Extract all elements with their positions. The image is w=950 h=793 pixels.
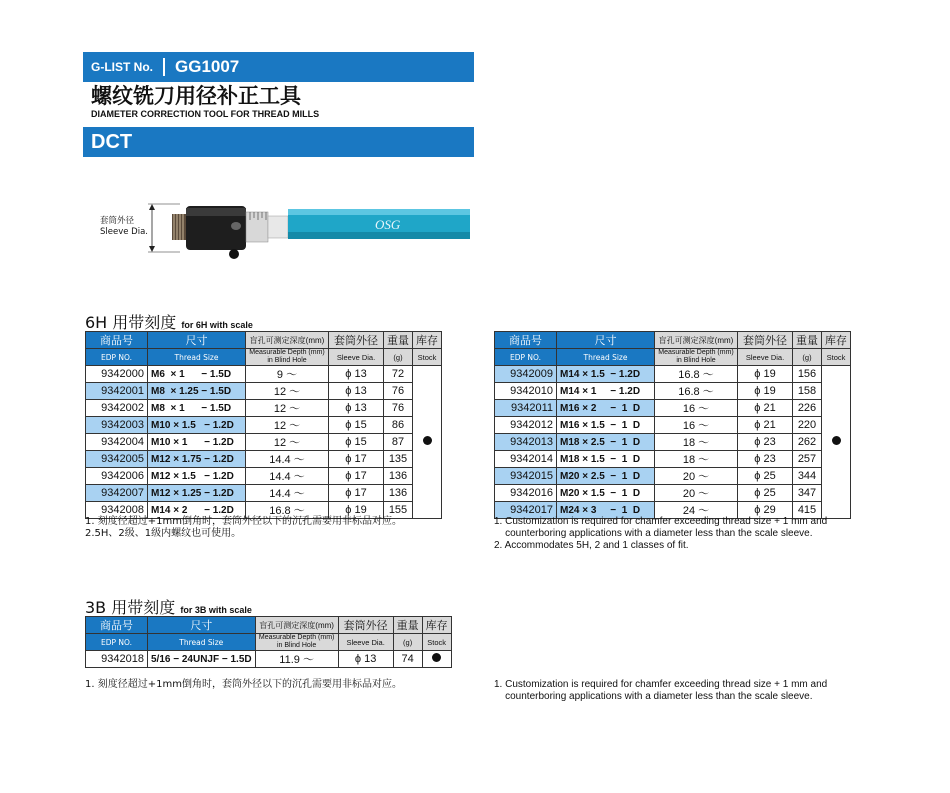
sleeve-dia-cell: ϕ 13 <box>329 383 384 400</box>
col-wt-jp: 重量 <box>793 332 822 349</box>
col-stock-jp: 库存 <box>422 617 451 634</box>
depth-cell: 11.9 ～ <box>255 651 338 668</box>
weight-cell: 344 <box>793 468 822 485</box>
table-row <box>495 417 851 434</box>
edp-cell: 9342009 <box>495 366 557 383</box>
edp-cell: 9342005 <box>86 451 148 468</box>
note-3b-jp-1: 1. 刻度径超过+1mm倒角时，套筒外径以下的沉孔需要用非标品对应。 <box>85 679 402 690</box>
sleeve-label-jp: 套筒外径 <box>100 216 135 226</box>
table-6h-right <box>494 331 851 519</box>
stock-cell <box>422 651 451 668</box>
edp-cell: 9342017 <box>495 502 557 519</box>
weight-cell: 76 <box>384 400 413 417</box>
depth-cell: 12 ～ <box>246 400 329 417</box>
depth-cell: 16.8 ～ <box>655 383 738 400</box>
table-row <box>86 383 442 400</box>
weight-cell: 135 <box>384 451 413 468</box>
product-code: DCT <box>83 127 474 157</box>
weight-cell: 347 <box>793 485 822 502</box>
depth-cell: 18 ～ <box>655 451 738 468</box>
col-size-en: Thread Size <box>148 349 246 366</box>
thread-size-cell: 5/16 − 24UNJF − 1.5D <box>148 651 256 668</box>
edp-cell: 9342000 <box>86 366 148 383</box>
weight-cell: 136 <box>384 468 413 485</box>
tool-logo: OSG <box>375 217 401 232</box>
weight-cell: 226 <box>793 400 822 417</box>
thread-size-cell: M12 × 1.5 − 1.2D <box>148 468 246 485</box>
weight-cell: 220 <box>793 417 822 434</box>
depth-cell: 12 ～ <box>246 434 329 451</box>
thread-size-cell: M24 × 3 − 1 D <box>557 502 655 519</box>
col-stock-en: Stock <box>422 634 451 651</box>
edp-cell: 9342008 <box>86 502 148 519</box>
notes-6h-en <box>494 516 827 552</box>
col-wt-jp: 重量 <box>384 332 413 349</box>
header-title-area <box>83 82 474 127</box>
section-6h-title-jp: 6H 用带刻度 <box>85 313 177 332</box>
col-stock-jp: 库存 <box>413 332 442 349</box>
sleeve-dia-cell: ϕ 17 <box>329 485 384 502</box>
col-edp-jp: 商品号 <box>495 332 557 349</box>
col-depth-en: Measurable Depth (mm) in Blind Hole <box>249 349 325 364</box>
weight-cell: 156 <box>793 366 822 383</box>
col-size-jp: 尺寸 <box>148 617 256 634</box>
note-6h-en-1: 1. Customization is required for chamfer exceeding thread size + 1 mm and <box>494 516 828 527</box>
sleeve-dia-cell: ϕ 13 <box>329 366 384 383</box>
col-depth-en: Measurable Depth (mm) in Blind Hole <box>258 634 335 649</box>
edp-cell: 9342013 <box>495 434 557 451</box>
table-row <box>495 383 851 400</box>
header-separator <box>163 58 165 76</box>
weight-cell: 76 <box>384 383 413 400</box>
col-depth-jp: 盲孔可测定深度(mm) <box>255 617 338 634</box>
stock-cell <box>413 366 442 519</box>
edp-cell: 9342003 <box>86 417 148 434</box>
table-row <box>495 400 851 417</box>
col-depth-en: Measurable Depth (mm) in Blind Hole <box>658 349 734 364</box>
thread-size-cell: M10 × 1.5 − 1.2D <box>148 417 246 434</box>
depth-cell: 9 ～ <box>246 366 329 383</box>
depth-cell: 14.4 ～ <box>246 485 329 502</box>
header-block <box>83 52 474 157</box>
edp-cell: 9342011 <box>495 400 557 417</box>
edp-cell: 9342007 <box>86 485 148 502</box>
table-row <box>86 434 442 451</box>
sleeve-dia-cell: ϕ 21 <box>738 400 793 417</box>
in-stock-dot-icon <box>832 436 841 445</box>
col-edp-jp: 商品号 <box>86 617 148 634</box>
table-3b <box>85 616 452 668</box>
stock-cell <box>822 366 851 519</box>
table-row <box>495 485 851 502</box>
edp-cell: 9342018 <box>86 651 148 668</box>
col-wt-en: (g) <box>384 349 413 366</box>
table-row <box>495 366 851 383</box>
col-wt-en: (g) <box>793 349 822 366</box>
sleeve-dia-cell: ϕ 19 <box>329 502 384 519</box>
thread-size-cell: M6 × 1 − 1.5D <box>148 366 246 383</box>
thread-size-cell: M18 × 2.5 − 1 D <box>557 434 655 451</box>
thread-size-cell: M14 × 1.5 − 1.2D <box>557 366 655 383</box>
table-row <box>86 485 442 502</box>
sleeve-dia-cell: ϕ 29 <box>738 502 793 519</box>
col-size-en: Thread Size <box>557 349 655 366</box>
depth-cell: 16.8 ～ <box>246 502 329 519</box>
table-row <box>495 468 851 485</box>
weight-cell: 86 <box>384 417 413 434</box>
thread-size-cell: M18 × 1.5 − 1 D <box>557 451 655 468</box>
col-edp-jp: 商品号 <box>86 332 148 349</box>
weight-cell: 74 <box>393 651 422 668</box>
edp-cell: 9342002 <box>86 400 148 417</box>
note-6h-en-3: 2. Accommodates 5H, 2 and 1 classes of fit. <box>494 540 689 551</box>
edp-cell: 9342004 <box>86 434 148 451</box>
section-6h-subtitle: for 6H with scale <box>181 320 253 330</box>
col-dia-jp: 套筒外径 <box>738 332 793 349</box>
thread-size-cell: M16 × 2 − 1 D <box>557 400 655 417</box>
edp-cell: 9342012 <box>495 417 557 434</box>
thread-size-cell: M12 × 1.25 − 1.2D <box>148 485 246 502</box>
edp-cell: 9342014 <box>495 451 557 468</box>
in-stock-dot-icon <box>432 653 441 662</box>
sleeve-dia-cell: ϕ 13 <box>329 400 384 417</box>
table-row <box>86 451 442 468</box>
note-3b-en-1: 1. Customization is required for chamfer exceeding thread size + 1 mm and <box>494 679 828 690</box>
thread-size-cell: M14 × 1 − 1.2D <box>557 383 655 400</box>
col-wt-en: (g) <box>393 634 422 651</box>
thread-size-cell: M14 × 2 − 1.2D <box>148 502 246 519</box>
col-stock-en: Stock <box>413 349 442 366</box>
depth-cell: 14.4 ～ <box>246 451 329 468</box>
thread-size-cell: M20 × 2.5 − 1 D <box>557 468 655 485</box>
weight-cell: 136 <box>384 485 413 502</box>
col-dia-en: Sleeve Dia. <box>738 349 793 366</box>
title-en: DIAMETER CORRECTION TOOL FOR THREAD MILLS <box>91 109 320 119</box>
table-row <box>86 651 452 668</box>
sleeve-dia-cell: ϕ 23 <box>738 434 793 451</box>
table-6h-left <box>85 331 442 519</box>
table-row <box>495 451 851 468</box>
depth-cell: 14.4 ～ <box>246 468 329 485</box>
edp-cell: 9342015 <box>495 468 557 485</box>
glist-number: GG1007 <box>175 57 240 76</box>
edp-cell: 9342001 <box>86 383 148 400</box>
sleeve-dia-cell: ϕ 23 <box>738 451 793 468</box>
depth-cell: 16 ～ <box>655 417 738 434</box>
depth-cell: 16 ～ <box>655 400 738 417</box>
col-wt-jp: 重量 <box>393 617 422 634</box>
notes-3b-en <box>494 679 827 703</box>
weight-cell: 87 <box>384 434 413 451</box>
col-dia-jp: 套筒外径 <box>338 617 393 634</box>
weight-cell: 158 <box>793 383 822 400</box>
sleeve-label-en: Sleeve Dia. <box>100 227 148 237</box>
sleeve-dia-cell: ϕ 25 <box>738 485 793 502</box>
depth-cell: 20 ～ <box>655 485 738 502</box>
tool-illustration <box>100 198 490 268</box>
col-edp-en: EDP NO. <box>86 349 148 366</box>
depth-cell: 20 ～ <box>655 468 738 485</box>
depth-cell: 24 ～ <box>655 502 738 519</box>
table-row <box>86 400 442 417</box>
col-depth-jp: 盲孔可测定深度(mm) <box>655 332 738 349</box>
weight-cell: 155 <box>384 502 413 519</box>
col-stock-jp: 库存 <box>822 332 851 349</box>
depth-cell: 12 ～ <box>246 383 329 400</box>
thread-size-cell: M10 × 1 − 1.2D <box>148 434 246 451</box>
title-jp: 螺纹铣刀用径补正工具 <box>91 84 301 108</box>
col-edp-en: EDP NO. <box>86 634 148 651</box>
sleeve-dia-cell: ϕ 13 <box>338 651 393 668</box>
col-size-jp: 尺寸 <box>148 332 246 349</box>
thread-size-cell: M20 × 1.5 − 1 D <box>557 485 655 502</box>
col-stock-en: Stock <box>822 349 851 366</box>
depth-cell: 18 ～ <box>655 434 738 451</box>
section-3b-title-jp: 3B 用带刻度 <box>85 598 176 617</box>
sleeve-dia-cell: ϕ 17 <box>329 451 384 468</box>
note-6h-jp-1: 1. 刻度径超过+1mm倒角时，套筒外径以下的沉孔需要用非标品对应。 <box>85 516 402 527</box>
depth-cell: 16.8 ～ <box>655 366 738 383</box>
thread-size-cell: M8 × 1.25 − 1.5D <box>148 383 246 400</box>
col-dia-en: Sleeve Dia. <box>329 349 384 366</box>
notes-3b-jp <box>85 679 402 691</box>
col-dia-en: Sleeve Dia. <box>338 634 393 651</box>
sleeve-dia-cell: ϕ 17 <box>329 468 384 485</box>
section-3b-title <box>85 595 252 618</box>
note-6h-jp-2: 2.5H、2级、1级内螺纹也可使用。 <box>85 528 242 539</box>
weight-cell: 257 <box>793 451 822 468</box>
sleeve-dia-cell: ϕ 21 <box>738 417 793 434</box>
weight-cell: 262 <box>793 434 822 451</box>
thread-size-cell: M12 × 1.75 − 1.2D <box>148 451 246 468</box>
notes-6h-jp <box>85 516 402 540</box>
section-6h-title <box>85 310 253 333</box>
col-edp-en: EDP NO. <box>495 349 557 366</box>
note-3b-en-2: counterboring applications with a diameter less than the scale sleeve. <box>494 691 813 702</box>
glist-label: G-LIST No. <box>91 60 153 74</box>
col-dia-jp: 套筒外径 <box>329 332 384 349</box>
table-row <box>86 417 442 434</box>
thread-size-cell: M16 × 1.5 − 1 D <box>557 417 655 434</box>
sleeve-dia-cell: ϕ 15 <box>329 417 384 434</box>
section-3b-subtitle: for 3B with scale <box>180 605 252 615</box>
tool-drawing <box>100 198 490 268</box>
sleeve-dia-cell: ϕ 25 <box>738 468 793 485</box>
col-size-en: Thread Size <box>148 634 256 651</box>
table-row <box>86 366 442 383</box>
sleeve-dia-cell: ϕ 19 <box>738 383 793 400</box>
depth-cell: 12 ～ <box>246 417 329 434</box>
edp-cell: 9342010 <box>495 383 557 400</box>
note-6h-en-2: counterboring applications with a diameter less than the scale sleeve. <box>494 528 813 539</box>
sleeve-dia-cell: ϕ 15 <box>329 434 384 451</box>
table-row <box>86 468 442 485</box>
edp-cell: 9342006 <box>86 468 148 485</box>
col-size-jp: 尺寸 <box>557 332 655 349</box>
in-stock-dot-icon <box>423 436 432 445</box>
weight-cell: 415 <box>793 502 822 519</box>
weight-cell: 72 <box>384 366 413 383</box>
edp-cell: 9342016 <box>495 485 557 502</box>
header-top-bar <box>83 52 474 82</box>
table-row <box>495 434 851 451</box>
thread-size-cell: M8 × 1 − 1.5D <box>148 400 246 417</box>
col-depth-jp: 盲孔可测定深度(mm) <box>246 332 329 349</box>
sleeve-dia-cell: ϕ 19 <box>738 366 793 383</box>
